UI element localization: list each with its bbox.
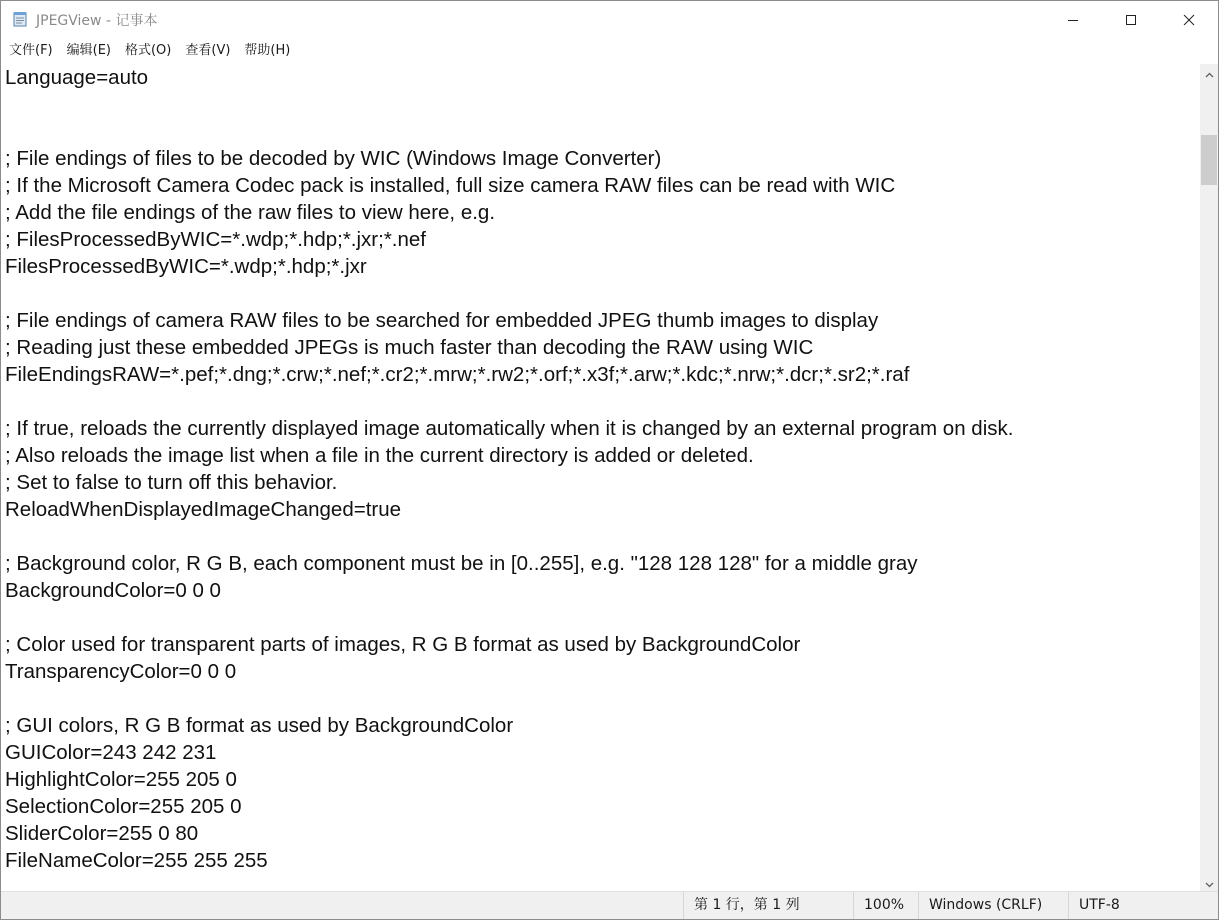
- editor-line[interactable]: SelectionColor=255 205 0: [5, 795, 242, 818]
- menu-bar: [1, 38, 1218, 64]
- editor-line[interactable]: [5, 118, 1013, 145]
- maximize-button[interactable]: [1102, 1, 1160, 38]
- vertical-scrollbar[interactable]: [1200, 64, 1218, 891]
- editor-line[interactable]: TransparencyColor=0 0 0: [5, 660, 237, 683]
- menu-edit[interactable]: 编辑(E): [66, 43, 111, 58]
- editor-content[interactable]: [5, 64, 1013, 874]
- editor-line[interactable]: ; Also reloads the image list when a file in the current directory is added or deleted.: [5, 444, 754, 467]
- zoom-level: 100%: [853, 892, 918, 919]
- editor-line[interactable]: [5, 280, 1013, 307]
- editor-line[interactable]: FilesProcessedByWIC=*.wdp;*.hdp;*.jxr: [5, 255, 367, 278]
- editor-line[interactable]: ; Background color, R G B, each component must be in [0..255], e.g. "128 128 128" for a middle gray: [5, 552, 918, 575]
- editor-line[interactable]: [5, 523, 1013, 550]
- editor-line[interactable]: FileNameColor=255 255 255: [5, 849, 268, 872]
- menu-view[interactable]: 查看(V): [185, 43, 231, 58]
- text-encoding: UTF-8: [1068, 892, 1218, 919]
- scroll-down-button[interactable]: [1200, 874, 1218, 891]
- editor-line[interactable]: ; Color used for transparent parts of images, R G B format as used by BackgroundColor: [5, 633, 801, 656]
- scroll-up-button[interactable]: [1200, 64, 1218, 81]
- menu-format[interactable]: 格式(O): [124, 43, 172, 58]
- editor-line[interactable]: ; Reading just these embedded JPEGs is much faster than decoding the RAW using WIC: [5, 336, 814, 359]
- editor-line[interactable]: ; Add the file endings of the raw files to view here, e.g.: [5, 201, 496, 224]
- window-title: JPEGView - 记事本: [36, 13, 158, 29]
- editor-line[interactable]: BackgroundColor=0 0 0: [5, 579, 221, 602]
- editor-line[interactable]: ; If true, reloads the currently displayed image automatically when it is changed by an external program on disk.: [5, 417, 1014, 440]
- text-editor[interactable]: [1, 64, 1200, 891]
- editor-line[interactable]: [5, 91, 1013, 118]
- maximize-icon: [1125, 14, 1137, 26]
- cursor-position: 第 1 行，第 1 列: [683, 892, 853, 919]
- editor-line[interactable]: ; Set to false to turn off this behavior.: [5, 471, 338, 494]
- minimize-button[interactable]: [1044, 1, 1102, 38]
- title-bar[interactable]: [1, 1, 1218, 38]
- editor-line[interactable]: [5, 604, 1013, 631]
- editor-line[interactable]: ; GUI colors, R G B format as used by BackgroundColor: [5, 714, 514, 737]
- editor-line[interactable]: ; FilesProcessedByWIC=*.wdp;*.hdp;*.jxr;*.nef: [5, 228, 426, 251]
- editor-line[interactable]: [5, 685, 1013, 712]
- editor-line[interactable]: Language=auto: [5, 66, 149, 89]
- scroll-thumb[interactable]: [1201, 135, 1217, 185]
- editor-line[interactable]: ReloadWhenDisplayedImageChanged=true: [5, 498, 402, 521]
- minimize-icon: [1067, 14, 1079, 26]
- menu-help[interactable]: 帮助(H): [244, 43, 291, 58]
- status-bar: [1, 891, 1218, 919]
- line-ending: Windows (CRLF): [918, 892, 1068, 919]
- chevron-up-icon: [1205, 63, 1214, 82]
- editor-line[interactable]: HighlightColor=255 205 0: [5, 768, 237, 791]
- menu-file[interactable]: 文件(F): [9, 43, 53, 58]
- editor-line[interactable]: ; File endings of files to be decoded by WIC (Windows Image Converter): [5, 147, 662, 170]
- editor-line[interactable]: ; If the Microsoft Camera Codec pack is installed, full size camera RAW files can be read with WIC: [5, 174, 896, 197]
- editor-line[interactable]: FileEndingsRAW=*.pef;*.dng;*.crw;*.nef;*.cr2;*.mrw;*.rw2;*.orf;*.x3f;*.arw;*.kdc;*.nrw;*.dcr;*.sr2;*.raf: [5, 363, 910, 386]
- editor-line[interactable]: GUIColor=243 242 231: [5, 741, 217, 764]
- chevron-down-icon: [1205, 873, 1214, 892]
- close-icon: [1183, 14, 1195, 26]
- editor-line[interactable]: SliderColor=255 0 80: [5, 822, 199, 845]
- notepad-icon[interactable]: [12, 11, 28, 27]
- close-button[interactable]: [1160, 1, 1218, 38]
- editor-line[interactable]: [5, 388, 1013, 415]
- editor-line[interactable]: ; File endings of camera RAW files to be searched for embedded JPEG thumb images to display: [5, 309, 879, 332]
